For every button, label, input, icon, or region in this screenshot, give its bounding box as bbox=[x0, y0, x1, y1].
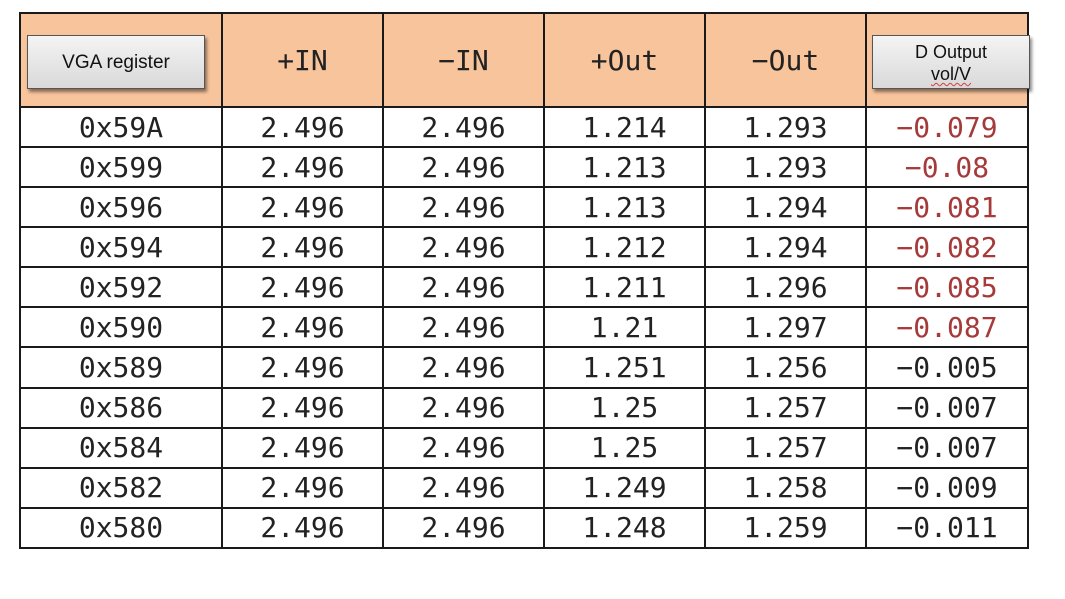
cell-minus-out: 1.296 bbox=[705, 267, 866, 307]
cell-minus-in: 2.496 bbox=[383, 428, 544, 468]
cell-vga-register: 0x599 bbox=[20, 147, 222, 187]
cell-minus-out: 1.294 bbox=[705, 187, 866, 227]
cell-minus-out: 1.256 bbox=[705, 347, 866, 387]
cell-d-output: −0.007 bbox=[866, 388, 1028, 428]
cell-minus-out: 1.297 bbox=[705, 307, 866, 347]
cell-plus-in: 2.496 bbox=[222, 107, 383, 147]
table-row bbox=[20, 388, 1028, 428]
header-cell-d-output bbox=[866, 13, 1028, 107]
cell-plus-in: 2.496 bbox=[222, 347, 383, 387]
cell-vga-register: 0x594 bbox=[20, 227, 222, 267]
cell-vga-register: 0x592 bbox=[20, 267, 222, 307]
table-row bbox=[20, 267, 1028, 307]
register-table bbox=[19, 12, 1029, 549]
table-row bbox=[20, 468, 1028, 508]
cell-d-output: −0.085 bbox=[866, 267, 1028, 307]
cell-vga-register: 0x580 bbox=[20, 508, 222, 548]
header-row bbox=[20, 13, 1028, 107]
cell-plus-out: 1.211 bbox=[544, 267, 705, 307]
cell-minus-out: 1.294 bbox=[705, 227, 866, 267]
table-row bbox=[20, 107, 1028, 147]
cell-vga-register: 0x589 bbox=[20, 347, 222, 387]
vga-register-label: VGA register bbox=[62, 52, 170, 73]
cell-d-output: −0.082 bbox=[866, 227, 1028, 267]
cell-vga-register: 0x582 bbox=[20, 468, 222, 508]
table-header bbox=[20, 13, 1028, 107]
cell-minus-out: 1.259 bbox=[705, 508, 866, 548]
d-output-label-box bbox=[872, 35, 1030, 89]
cell-plus-in: 2.496 bbox=[222, 307, 383, 347]
cell-minus-in: 2.496 bbox=[383, 227, 544, 267]
cell-plus-in: 2.496 bbox=[222, 388, 383, 428]
cell-vga-register: 0x59A bbox=[20, 107, 222, 147]
cell-minus-out: 1.293 bbox=[705, 107, 866, 147]
cell-minus-in: 2.496 bbox=[383, 147, 544, 187]
cell-plus-out: 1.248 bbox=[544, 508, 705, 548]
cell-plus-out: 1.25 bbox=[544, 428, 705, 468]
cell-d-output: −0.08 bbox=[866, 147, 1028, 187]
header-plus-out: +Out bbox=[544, 13, 705, 107]
cell-minus-in: 2.496 bbox=[383, 347, 544, 387]
cell-plus-in: 2.496 bbox=[222, 147, 383, 187]
cell-minus-in: 2.496 bbox=[383, 107, 544, 147]
cell-plus-out: 1.25 bbox=[544, 388, 705, 428]
cell-plus-in: 2.496 bbox=[222, 428, 383, 468]
table-row bbox=[20, 227, 1028, 267]
d-output-label-line2: vol/V bbox=[930, 64, 972, 84]
cell-plus-out: 1.251 bbox=[544, 347, 705, 387]
table-row bbox=[20, 147, 1028, 187]
cell-d-output: −0.087 bbox=[866, 307, 1028, 347]
cell-minus-in: 2.496 bbox=[383, 187, 544, 227]
table-row bbox=[20, 347, 1028, 387]
cell-vga-register: 0x590 bbox=[20, 307, 222, 347]
cell-plus-out: 1.213 bbox=[544, 147, 705, 187]
table-row bbox=[20, 187, 1028, 227]
cell-minus-in: 2.496 bbox=[383, 267, 544, 307]
cell-plus-out: 1.249 bbox=[544, 468, 705, 508]
cell-d-output: −0.011 bbox=[866, 508, 1028, 548]
cell-vga-register: 0x586 bbox=[20, 388, 222, 428]
cell-vga-register: 0x596 bbox=[20, 187, 222, 227]
cell-plus-in: 2.496 bbox=[222, 267, 383, 307]
cell-d-output: −0.005 bbox=[866, 347, 1028, 387]
cell-vga-register: 0x584 bbox=[20, 428, 222, 468]
table-row bbox=[20, 428, 1028, 468]
cell-minus-out: 1.257 bbox=[705, 428, 866, 468]
cell-minus-in: 2.496 bbox=[383, 307, 544, 347]
cell-minus-in: 2.496 bbox=[383, 388, 544, 428]
cell-plus-in: 2.496 bbox=[222, 187, 383, 227]
cell-d-output: −0.009 bbox=[866, 468, 1028, 508]
vga-register-label-box bbox=[27, 35, 205, 89]
header-minus-in: −IN bbox=[383, 13, 544, 107]
cell-d-output: −0.081 bbox=[866, 187, 1028, 227]
cell-plus-in: 2.496 bbox=[222, 468, 383, 508]
cell-plus-in: 2.496 bbox=[222, 508, 383, 548]
cell-minus-out: 1.293 bbox=[705, 147, 866, 187]
cell-plus-in: 2.496 bbox=[222, 227, 383, 267]
cell-plus-out: 1.214 bbox=[544, 107, 705, 147]
header-cell-vga-register bbox=[20, 13, 222, 107]
table-row bbox=[20, 508, 1028, 548]
cell-minus-out: 1.258 bbox=[705, 468, 866, 508]
d-output-label-line1: D Output bbox=[914, 42, 988, 62]
cell-minus-in: 2.496 bbox=[383, 468, 544, 508]
cell-d-output: −0.007 bbox=[866, 428, 1028, 468]
header-plus-in: +IN bbox=[222, 13, 383, 107]
cell-minus-in: 2.496 bbox=[383, 508, 544, 548]
header-minus-out: −Out bbox=[705, 13, 866, 107]
cell-plus-out: 1.212 bbox=[544, 227, 705, 267]
cell-plus-out: 1.213 bbox=[544, 187, 705, 227]
cell-d-output: −0.079 bbox=[866, 107, 1028, 147]
cell-minus-out: 1.257 bbox=[705, 388, 866, 428]
cell-plus-out: 1.21 bbox=[544, 307, 705, 347]
table-row bbox=[20, 307, 1028, 347]
table-body bbox=[20, 107, 1028, 548]
